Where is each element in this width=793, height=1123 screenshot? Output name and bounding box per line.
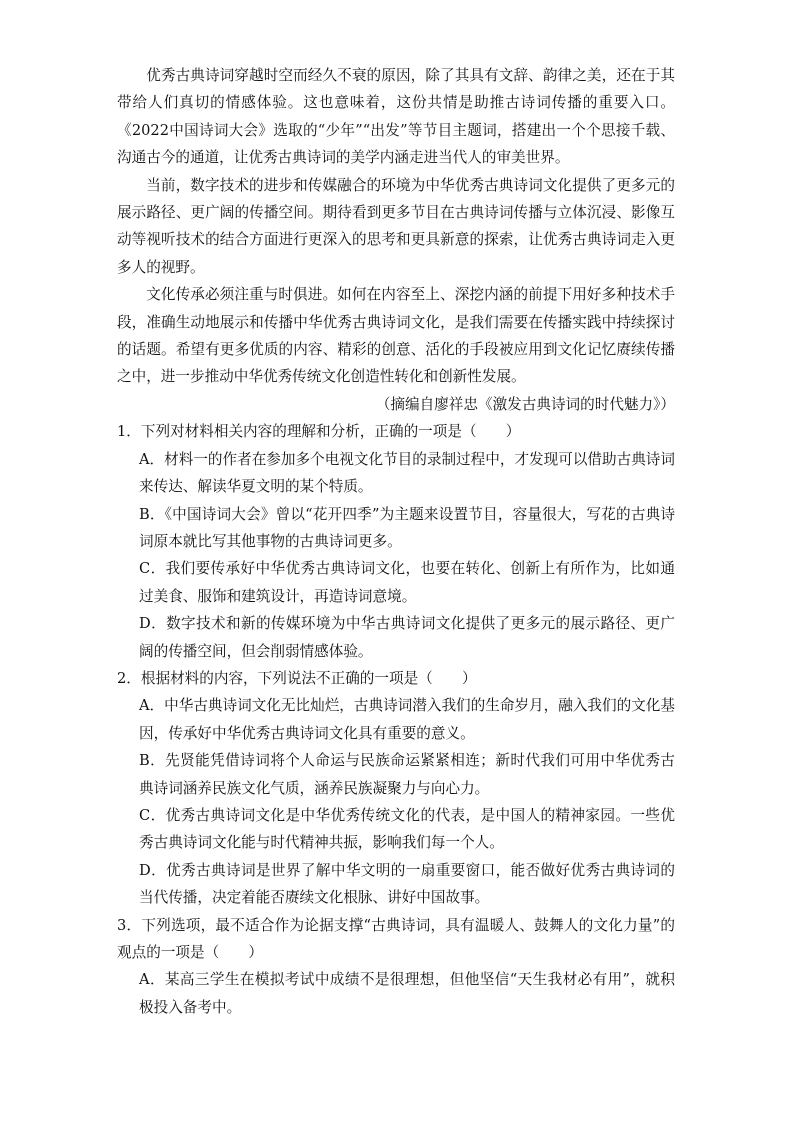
- question-3: [117, 912, 675, 1022]
- passage-paragraph-3: 文化传承必须注重与时俱进。如何在内容至上、深挖内涵的前提下用好多种技术手段，准确生动地展示和传播中华优秀古典诗词文化，是我们需要在传播实践中持续探讨的话题。希望有更多优质的内容、精彩的创意、活化的手段被应用到文化记忆赓续传播之中，进一步推动中华优秀传统文化创造性转化和创新性发展。: [117, 286, 675, 386]
- question-2-option-b: B．先贤能凭借诗词将个人命运与民族命运紧紧相连；新时代我们可用中华优秀古典诗词涵养民族文化气质，涵养民族凝聚力与向心力。: [139, 752, 675, 797]
- question-3-option-a: A．某高三学生在模拟考试中成绩不是很理想，但他坚信“天生我材必有用”，就积极投入备考中。: [139, 971, 675, 1016]
- question-2-option-c: C．优秀古典诗词文化是中华优秀传统文化的代表，是中国人的精神家园。一些优秀古典诗词文化能与时代精神共振，影响我们每一个人。: [139, 806, 675, 852]
- passage-paragraph-1: 优秀古典诗词穿越时空而经久不衰的原因，除了其具有文辞、韵律之美，还在于其带给人们真切的情感体验。这也意味着，这份共情是助推古诗词传播的重要入口。《2022中国诗词大会》选取的“少年”“出发”等节目主题词，搭建出一个个思接千载、沟通古今的通道，让优秀古典诗词的美学内涵走进当代人的审美世界。: [117, 67, 675, 167]
- passage-paragraph-2: 当前，数字技术的进步和传媒融合的环境为中华优秀古典诗词文化提供了更多元的展示路径、更广阔的传播空间。期待看到更多节目在古典诗词传播与立体沉浸、影像互动等视听技术的结合方面进行更深入的思考和更具新意的探索，让优秀古典诗词走入更多人的视野。: [117, 176, 675, 276]
- passage-source: （摘编自廖祥忠《激发古典诗词的时代魅力》）: [375, 395, 675, 413]
- question-2: [117, 665, 675, 912]
- question-1-option-d: D．数字技术和新的传媒环境为中华古典诗词文化提供了更多元的展示路径、更广阔的传播空间，但会削弱情感体验。: [139, 615, 675, 660]
- question-1-option-b: B．《中国诗词大会》曾以“花开四季”为主题来设置节目，容量很大，写花的古典诗词原本就比写其他事物的古典诗词更多。: [139, 505, 675, 550]
- question-1: [117, 418, 675, 665]
- question-2-stem: 2．根据材料的内容，下列说法不正确的一项是（ ）: [117, 669, 477, 687]
- question-2-option-a: A．中华古典诗词文化无比灿烂，古典诗词潜入我们的生命岁月，融入我们的文化基因，传承好中华优秀古典诗词文化具有重要的意义。: [139, 697, 675, 742]
- document-page: [117, 62, 675, 1021]
- question-3-stem: 3．下列选项，最不适合作为论据支撑“古典诗词，具有温暖人、鼓舞人的文化力量”的观点的一项是（ ）: [117, 916, 675, 961]
- question-2-option-d: D．优秀古典诗词是世界了解中华文明的一扇重要窗口，能否做好优秀古典诗词的当代传播，决定着能否赓续文化根脉、讲好中国故事。: [139, 861, 675, 907]
- question-1-option-a: A．材料一的作者在参加多个电视文化节目的录制过程中，才发现可以借助古典诗词来传达、解读华夏文明的某个特质。: [139, 450, 675, 496]
- question-1-option-c: C．我们要传承好中华优秀古典诗词文化，也要在转化、创新上有所作为，比如通过美食、服饰和建筑设计，再造诗词意境。: [139, 560, 675, 605]
- question-1-stem: 1．下列对材料相关内容的理解和分析，正确的一项是（ ）: [117, 423, 521, 441]
